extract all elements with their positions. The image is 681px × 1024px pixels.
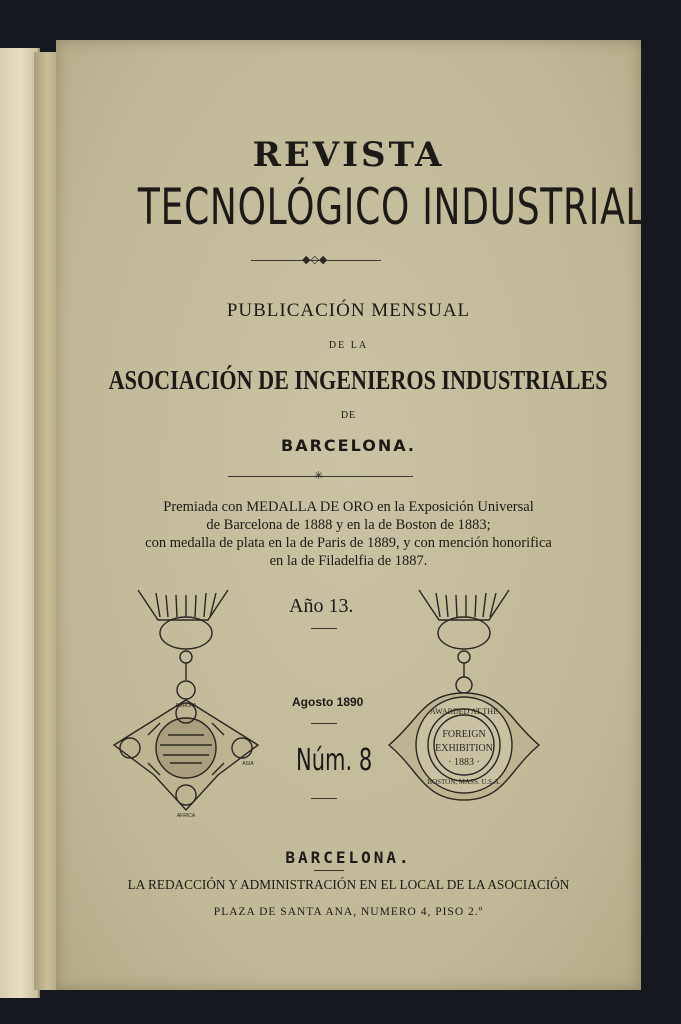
medal-year-text: · 1883 · <box>448 757 480 768</box>
footer-city: BARCELONA. <box>285 848 412 867</box>
awards-line: Premiada con MEDALLA DE ORO en la Exposición Universal <box>163 499 534 515</box>
association-name: ASOCIACIÓN DE INGENIEROS INDUSTRIALES <box>108 365 608 395</box>
footer-administration: LA REDACCIÓN Y ADMINISTRACIÓN EN EL LOCAL DE LA ASOCIACIÓN <box>127 878 570 893</box>
awards-line: en la de Filadelfia de 1887. <box>269 553 428 569</box>
medal-ring-top-text: AWARDED AT THE <box>430 707 498 716</box>
issue-date: Agosto 1890 <box>292 695 364 709</box>
boston-medal-icon <box>384 585 549 840</box>
awards-line: con medalla de plata en la de Paris de 1889, y con mención honorifica <box>145 535 552 551</box>
medal-foreign-text: FOREIGN <box>442 729 486 740</box>
gold-medal-icon <box>108 585 268 840</box>
short-rule <box>311 628 337 629</box>
short-rule <box>311 723 337 724</box>
issue-number: Núm. 8 <box>296 743 373 778</box>
cover-page <box>56 40 647 990</box>
city-name: BARCELONA. <box>281 436 416 455</box>
star-ornament-icon: ✳ <box>314 470 324 482</box>
medal-europa-text: EUROPA <box>175 703 197 709</box>
title-revista: REVISTA <box>252 135 445 175</box>
de-la-text: DE LA <box>328 340 369 351</box>
publication-frequency: PUBLICACIÓN MENSUAL <box>226 300 471 321</box>
divider-ornament-icon: ◆◇◆ <box>302 254 328 266</box>
footer-address: PLAZA DE SANTA ANA, NUMERO 4, PISO 2.º <box>213 906 484 918</box>
short-rule <box>311 798 337 799</box>
awards-line: de Barcelona de 1888 y en la de Boston de 1883; <box>206 517 491 533</box>
footer-rule <box>314 870 344 871</box>
title-tecnologico-industrial: TECNOLÓGICO INDUSTRIAL <box>137 178 647 236</box>
medal-ring-bottom-text: BOSTON, MASS. U.S.A. <box>427 778 501 786</box>
medal-asia-text: ASIA <box>242 761 254 767</box>
year-volume: Año 13. <box>289 595 354 617</box>
medal-exhibition-text: EXHIBITION <box>435 743 493 754</box>
medal-africa-text: AFRICA <box>176 813 196 819</box>
de-text: DE <box>340 410 357 421</box>
